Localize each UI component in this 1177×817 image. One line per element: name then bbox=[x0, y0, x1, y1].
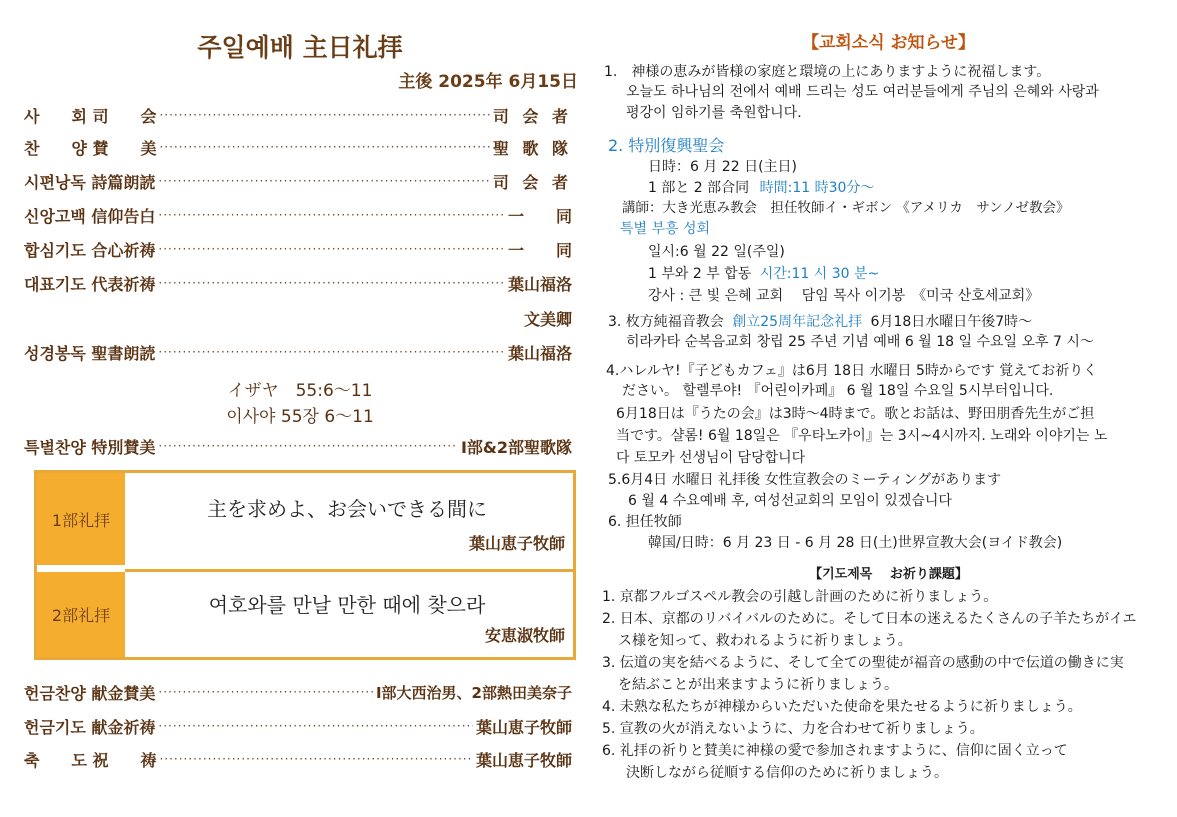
news-6-line1: 6. 担任牧師 bbox=[608, 514, 682, 530]
prayer-item: 1. 京都フルゴスペル教会の引越し計画のために祈りましょう。 bbox=[602, 589, 998, 605]
preacher-name: 安恵淑牧師 bbox=[484, 626, 565, 645]
news-3-event: 創立25周年記念礼拝 bbox=[732, 314, 863, 330]
service-tag: 2部礼拝 bbox=[37, 572, 125, 657]
order-label: 찬 양 賛 美 bbox=[24, 138, 157, 158]
order-label: 사 회 司 会 bbox=[24, 106, 157, 126]
scripture-ref-ja: イザヤ 55:6〜11 bbox=[227, 381, 373, 401]
order-label: 신앙고백 信仰告白 bbox=[24, 206, 156, 226]
page-title: 주일예배 主日礼拝 bbox=[197, 33, 403, 62]
scripture-ref-ko: 이사야 55장 6〜11 bbox=[226, 407, 374, 427]
order-row-psalm-reading bbox=[24, 168, 572, 194]
news-2-ko-time: 시간:11 시 30 분~ bbox=[759, 266, 880, 282]
order-value: 司 会 者 bbox=[492, 106, 572, 126]
order-value: 一 同 bbox=[507, 206, 572, 226]
service-tag: 1部礼拝 bbox=[37, 473, 125, 565]
news-2-ko-date: 일시:6 월 22 일(주일) bbox=[648, 244, 785, 260]
service-2 bbox=[37, 572, 573, 657]
order-value: 葉山恵子牧師 bbox=[475, 750, 572, 770]
order-row-unison-prayer bbox=[24, 236, 572, 262]
news-3 bbox=[608, 311, 1032, 331]
prayer-item: 4. 未熟な私たちが神様からいただいた使命を果たせるように祈りましょう。 bbox=[602, 699, 1082, 715]
order-row-offering-praise bbox=[24, 679, 572, 705]
prayer-item: を結ぶことが出来ますように祈りましょう。 bbox=[618, 677, 898, 693]
order-label: 특별찬양 特別賛美 bbox=[24, 437, 156, 457]
order-value: 葉山福洛 bbox=[507, 343, 572, 363]
prayer-title: 【기도제목 お祈り課題】 bbox=[809, 567, 968, 582]
order-row-special-praise bbox=[24, 433, 572, 459]
news-5-line1: 5.6月4日 水曜日 礼拝後 女性宣教会のミーティングがあります bbox=[608, 472, 1002, 488]
order-row-confession bbox=[24, 202, 572, 228]
order-label: 성경봉독 聖書朗読 bbox=[24, 343, 156, 363]
news-1-ja: 1. 神様の恵みが皆様の家庭と環境の上にありますように祝福します。 bbox=[604, 64, 1051, 80]
news-4-line5: 다 토모카 선생님이 담당합니다 bbox=[616, 450, 806, 466]
service-1 bbox=[37, 473, 573, 565]
order-value: 葉山恵子牧師 bbox=[475, 717, 572, 737]
news-2-speaker: 講師：大き光恵み教会 担任牧師イ・ギボン 《アメリカ サンノゼ教会》 bbox=[622, 200, 1070, 216]
leader-dots bbox=[158, 345, 505, 359]
prayer-item: 決断しながら従順する信仰のために祈りましょう。 bbox=[626, 765, 948, 781]
news-2-heading: 2. 特別復興聖会 bbox=[608, 136, 725, 155]
prayer-item: 5. 宣教の火が消えないように、力を合わせて祈りましょう。 bbox=[602, 721, 984, 737]
news-4-line1: 4.ハレルヤ!『子どもカフェ』は6月 18日 水曜日 5時からです 覚えてお祈りく bbox=[606, 363, 1098, 379]
leader-dots bbox=[158, 719, 473, 733]
news-1-ko-line1: 오늘도 하나님의 전에서 예배 드리는 성도 여러분들에게 주님의 은혜와 사랑과 bbox=[626, 84, 1099, 100]
order-label: 헌금기도 献金祈祷 bbox=[24, 717, 156, 737]
sermon-box bbox=[34, 470, 576, 660]
news-2-joint-text: 1 部と 2 部合同 bbox=[648, 180, 750, 196]
prayer-item: ス様を知って、救われるように祈りましょう。 bbox=[618, 633, 912, 649]
news-4-line3: 6月18日は『うたの会』は3時〜4時まで。歌とお話は、野田朋香先生がご担 bbox=[616, 406, 1095, 422]
prayer-item: 3. 伝道の実を結べるように、そして全ての聖徒が福音の感動の中で伝道の働きに実 bbox=[602, 655, 1124, 671]
news-2-ko-joint-text: 1 부와 2 부 합동 bbox=[648, 266, 752, 282]
order-value: 司 会 者 bbox=[492, 172, 572, 192]
news-5-line2: 6 월 4 수요예배 후, 여성선교회의 모임이 있겠습니다 bbox=[628, 493, 952, 509]
leader-dots bbox=[158, 439, 458, 453]
sermon-title: 主を求めよ、お会いできる間に bbox=[207, 497, 487, 521]
order-row-presider bbox=[24, 102, 572, 128]
order-row-representative-prayer bbox=[24, 270, 572, 296]
news-2-joint bbox=[648, 177, 874, 197]
leader-dots bbox=[159, 140, 489, 154]
order-label: 합심기도 合心祈祷 bbox=[24, 240, 156, 260]
news-3-church: 3. 枚方純福音教会 bbox=[608, 314, 724, 330]
order-row-scripture-reading bbox=[24, 339, 572, 365]
order-label: 시편낭독 詩篇朗読 bbox=[24, 172, 156, 192]
order-row-benediction bbox=[24, 746, 572, 772]
order-value: Ⅰ部&2部聖歌隊 bbox=[460, 437, 572, 457]
order-value: 聖 歌 隊 bbox=[492, 138, 572, 158]
order-label: 헌금찬양 献金賛美 bbox=[24, 683, 156, 703]
order-row-praise bbox=[24, 134, 572, 160]
order-label: 대표기도 代表祈祷 bbox=[24, 274, 156, 294]
news-2-ko-heading: 특별 부흥 성회 bbox=[620, 221, 711, 237]
news-3-ko: 히라카타 순복음교회 창립 25 주년 기념 예배 6 월 18 일 수요일 오후 7 시〜 bbox=[626, 334, 1094, 350]
prayer-item: 2. 日本、京都のリバイバルのために。そして日本の迷えるたくさんの子羊たちがイエ bbox=[602, 611, 1137, 627]
service-date: 主後 2025年 6月15日 bbox=[398, 72, 578, 92]
order-value: 葉山福洛 bbox=[507, 274, 572, 294]
news-4-line4: 当です。샬롬! 6월 18일은 『우타노카이』는 3시~4시까지. 노래와 이야기는 노 bbox=[616, 428, 1108, 444]
news-2-date: 日時：6 月 22 日(主日) bbox=[648, 159, 797, 175]
order-value: Ⅰ部大西治男、2部熱田美奈子 bbox=[375, 683, 572, 702]
news-2-time: 時間:11 時30分〜 bbox=[759, 180, 875, 196]
news-2-ko-speaker: 강사 : 큰 빛 은혜 교회 담임 목사 이기봉 《미국 산호세교회》 bbox=[648, 288, 1040, 304]
prayer-item: 6. 礼拝の祈りと賛美に神様の愛で参加されますように、信仰に固く立って bbox=[602, 743, 1068, 759]
news-3-time: 6月18日水曜日午後7時〜 bbox=[870, 314, 1033, 330]
leader-dots bbox=[158, 208, 505, 222]
leader-dots bbox=[158, 276, 505, 290]
order-value: 文美卿 bbox=[523, 309, 572, 329]
order-label: 축 도 祝 祷 bbox=[24, 750, 157, 770]
leader-dots bbox=[159, 752, 473, 766]
order-row-representative-prayer-2 bbox=[24, 305, 572, 331]
sermon-title: 여호와를 만날 만한 때에 찾으라 bbox=[208, 593, 486, 617]
news-2-ko-joint bbox=[648, 263, 879, 283]
leader-dots bbox=[158, 242, 505, 256]
news-title: 【교회소식 お知らせ】 bbox=[801, 33, 976, 53]
news-1-ko-line2: 평강이 임하기를 축원합니다. bbox=[626, 105, 802, 121]
news-4-line2: ださい。 할렐루야! 『어린이카페』 6 월 18일 수요일 5시부터입니다. bbox=[622, 383, 1054, 399]
leader-dots bbox=[158, 174, 489, 188]
preacher-name: 葉山恵子牧師 bbox=[468, 534, 565, 553]
leader-dots bbox=[159, 108, 489, 122]
order-value: 一 同 bbox=[507, 240, 572, 260]
order-row-offering-prayer bbox=[24, 713, 572, 739]
leader-dots bbox=[158, 685, 373, 699]
news-6-line2: 韓国/日時：6 月 23 日 - 6 月 28 日(土)世界宣教大会(ヨイド教会) bbox=[648, 535, 1063, 551]
announcements bbox=[600, 0, 1177, 817]
